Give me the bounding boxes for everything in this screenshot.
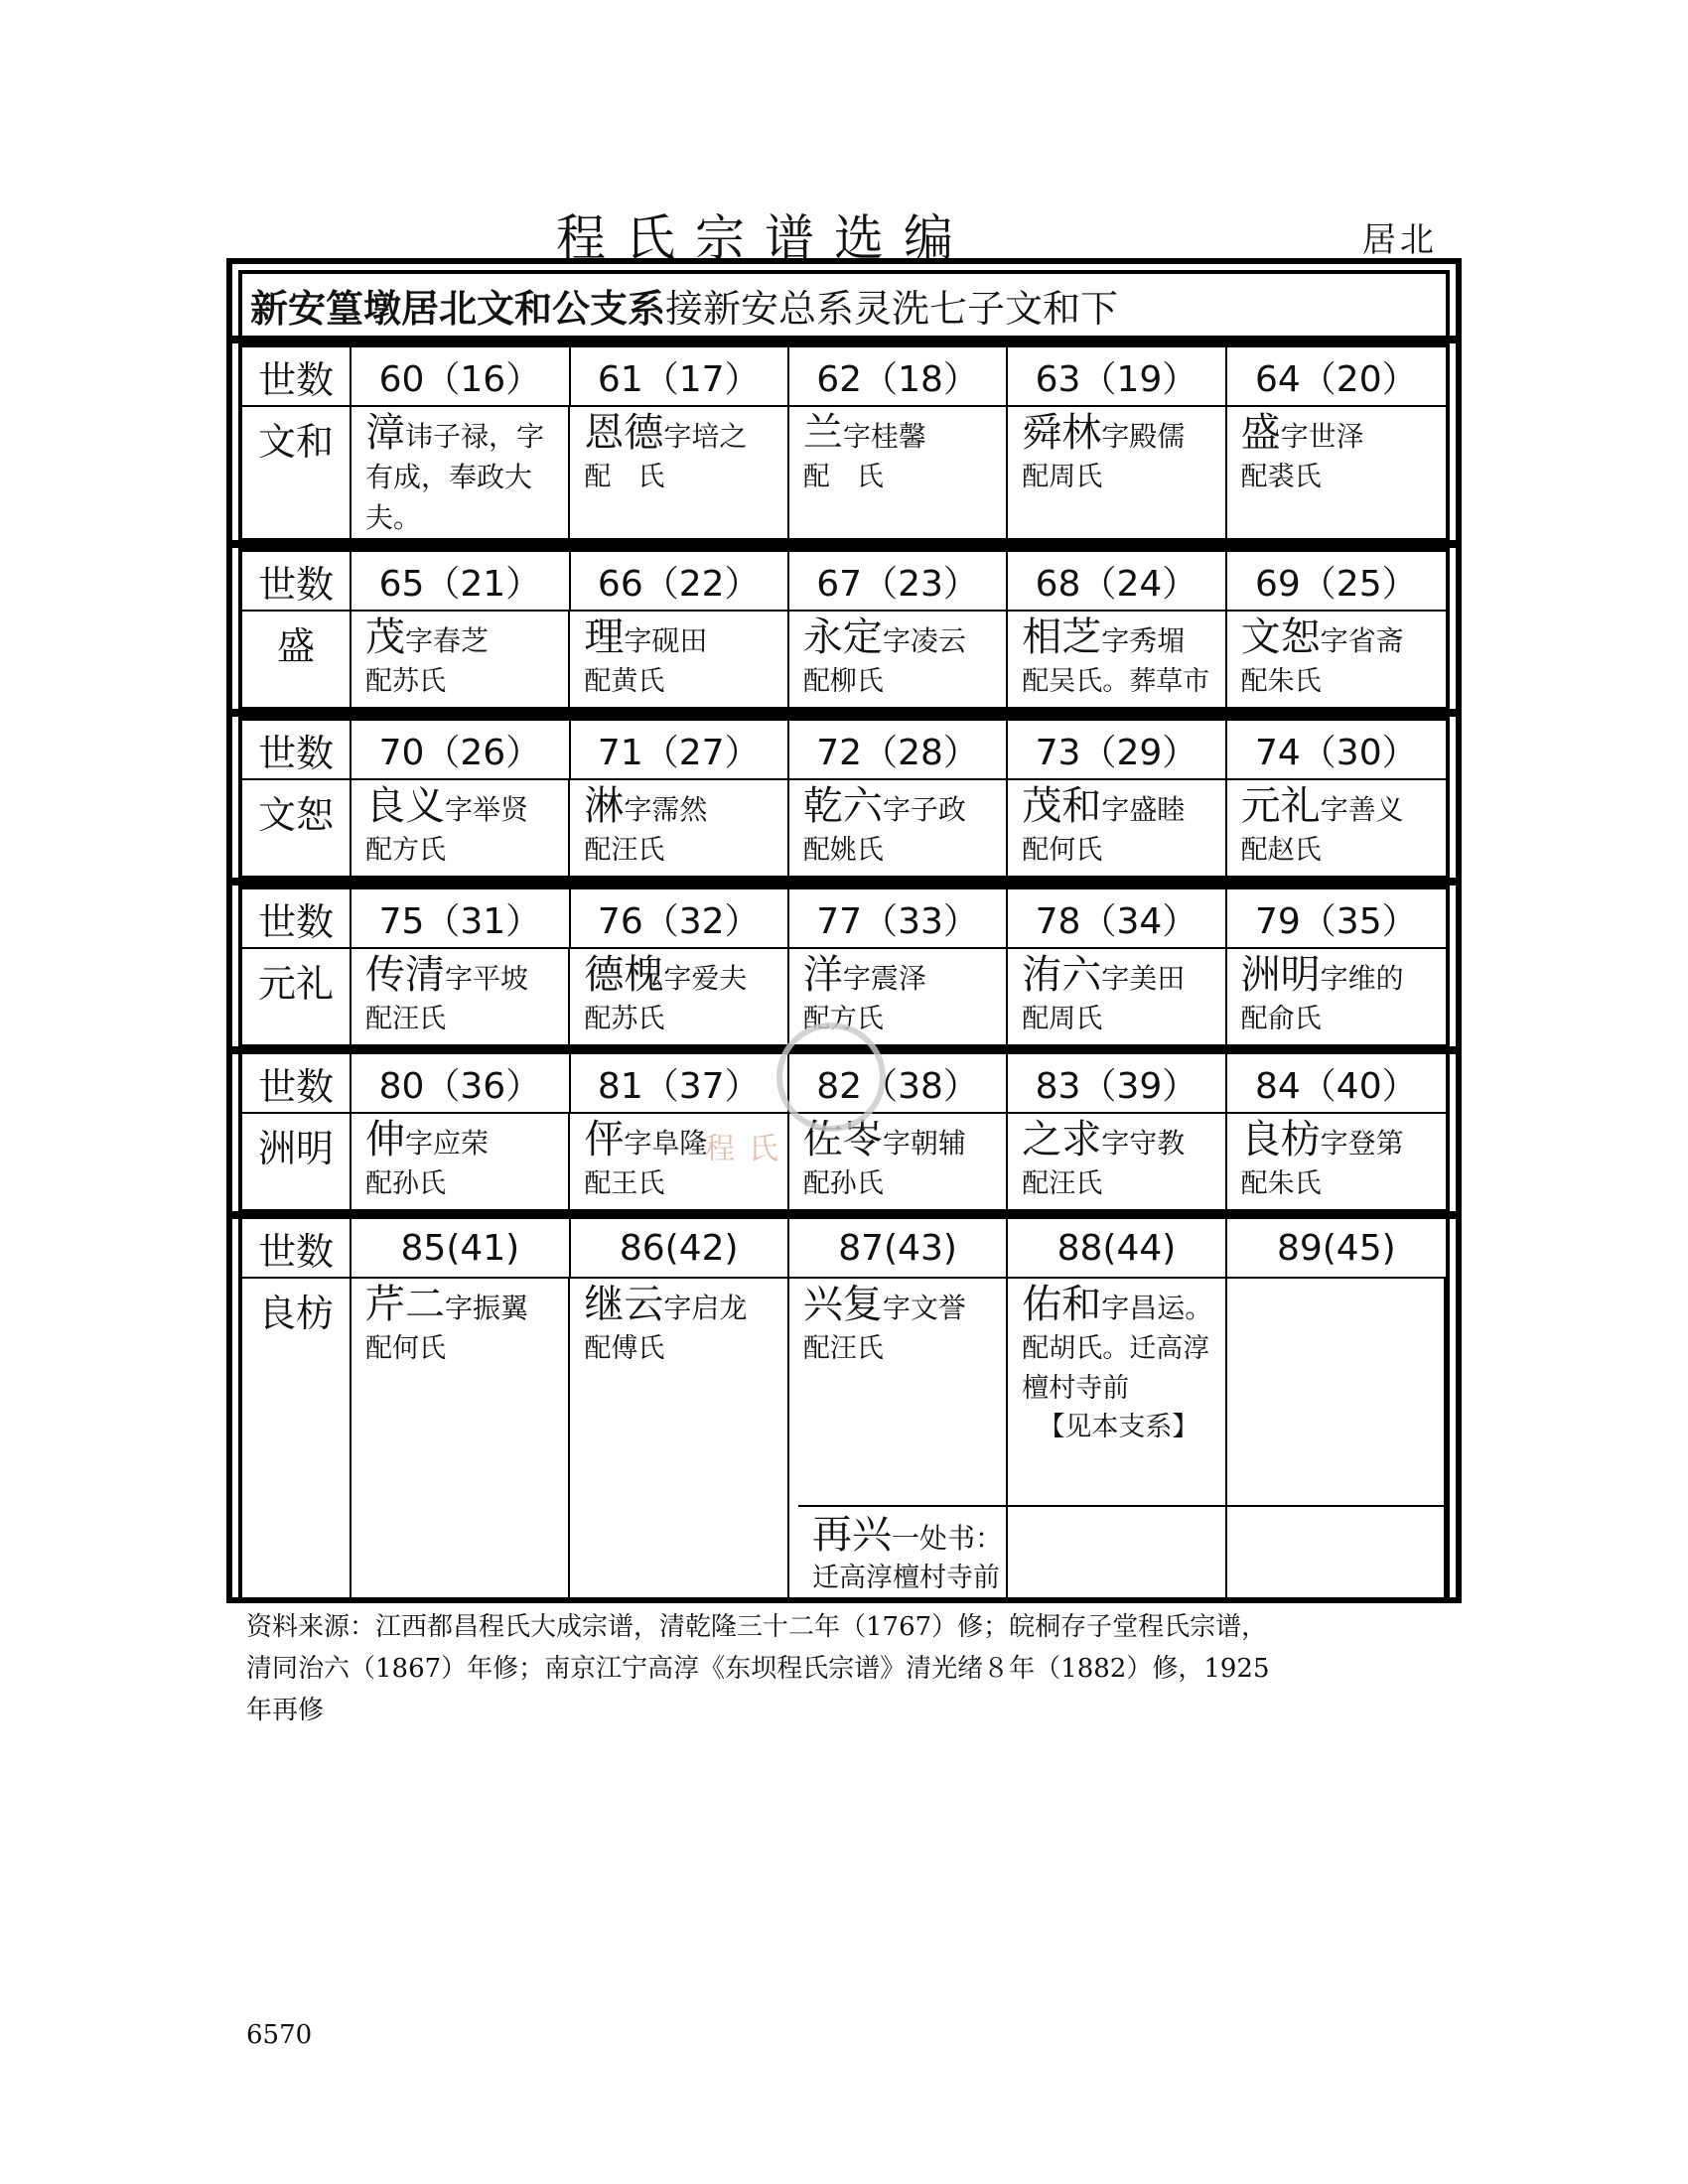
person-name: 传清 [365, 952, 445, 998]
person-cell [789, 610, 1008, 707]
generation-number: 67（23） [789, 552, 1008, 610]
watermark-text: 程氏 [705, 1132, 792, 1166]
person-row [242, 1277, 1446, 1598]
spouse-info: 配周氏 [1022, 1004, 1103, 1034]
ancestor-label: 文恕 [242, 778, 352, 876]
courtesy-name: 字美田 [1101, 962, 1186, 995]
cross-reference-note: 【见本支系】 [1038, 1412, 1199, 1442]
courtesy-name: 字平坡 [445, 962, 529, 995]
person-name: 乾六 [802, 783, 883, 829]
spouse-info: 配方氏 [802, 1004, 884, 1034]
source-note [246, 1606, 1358, 1731]
person-name: 良枋 [1240, 1117, 1321, 1162]
source-line: 年再修 [246, 1696, 325, 1725]
courtesy-name: 字守教 [1101, 1127, 1186, 1160]
person-cell [1227, 778, 1446, 876]
generation-number: 73（29） [1008, 721, 1226, 778]
courtesy-name: 字振翼 [445, 1292, 529, 1324]
person-cell [1008, 405, 1226, 538]
migration-note: 迁高淳檀村寺前 [812, 1563, 1000, 1593]
generation-number: 77（33） [789, 889, 1008, 947]
generation-number: 62（18） [789, 347, 1008, 405]
lineage-header [238, 270, 1450, 340]
courtesy-name: 字善义 [1320, 793, 1404, 826]
person-name: 永定 [802, 614, 883, 660]
person-cell [570, 610, 788, 707]
spouse-info: 配朱氏 [1240, 666, 1322, 697]
spouse-info: 配赵氏 [1240, 835, 1322, 866]
person-name: 之求 [1022, 1117, 1102, 1162]
header-connection: 接新安总系灵洗七子文和下 [665, 286, 1119, 331]
spouse-info: 配汪氏 [365, 1004, 446, 1034]
person-cell [1227, 405, 1446, 538]
person-cell [570, 778, 788, 876]
person-name: 茂 [365, 614, 405, 660]
section-divider [226, 709, 1462, 717]
seal-watermark [776, 1023, 886, 1132]
spouse-info: 配 氏 [802, 462, 884, 492]
person-cell [1008, 610, 1226, 707]
person-name: 理 [584, 614, 625, 660]
person-name: 元礼 [1240, 783, 1321, 829]
generation-label: 世数 [242, 347, 352, 405]
courtesy-name: 字举贤 [445, 793, 529, 826]
spouse-info: 配朱氏 [1240, 1168, 1322, 1199]
spouse-info: 配汪氏 [1022, 1168, 1103, 1199]
spouse-info: 配裘氏 [1240, 462, 1322, 492]
person-name: 伸 [365, 1117, 405, 1162]
section-divider [226, 540, 1462, 548]
person-name: 兰 [802, 410, 843, 456]
courtesy-name: 字殿儒 [1101, 420, 1186, 453]
source-line: 清同治六（1867）年修；南京江宁高淳《东坝程氏宗谱》清光绪８年（1882）修，1925 [246, 1654, 1270, 1684]
courtesy-name: 字世泽 [1280, 420, 1364, 453]
ancestor-label: 良枋 [242, 1277, 352, 1598]
person-row [242, 610, 1446, 707]
person-cell [570, 405, 788, 538]
courtesy-name: 字子政 [882, 793, 966, 826]
spouse-info: 配吴氏。葬草市 [1022, 666, 1210, 697]
header-branch-name: 新安篁墩居北文和公支系 [250, 285, 666, 331]
generation-number: 83（39） [1008, 1054, 1226, 1112]
branch-label: 居北 [1362, 220, 1438, 260]
courtesy-name: 字砚田 [624, 624, 708, 657]
generation-label: 世数 [242, 721, 352, 778]
person-name: 兴复 [802, 1282, 883, 1327]
courtesy-name: 字朝辅 [882, 1127, 966, 1160]
generation-label: 世数 [242, 552, 352, 610]
generation-number: 76（32） [571, 889, 789, 947]
courtesy-name: 字应荣 [405, 1127, 490, 1160]
generation-number: 82（38） [789, 1054, 1008, 1112]
generation-number: 65（21） [352, 552, 570, 610]
person-cell [1227, 610, 1446, 707]
section-divider [226, 878, 1462, 886]
generation-number: 78（34） [1008, 889, 1226, 947]
courtesy-name: 字文誉 [882, 1292, 966, 1324]
person-name: 佑和 [1022, 1282, 1102, 1327]
generation-number: 74（30） [1254, 732, 1418, 773]
generation-number: 64（20） [1254, 358, 1418, 400]
person-name: 伻 [584, 1117, 625, 1162]
spouse-info: 配 氏 [584, 462, 665, 492]
courtesy-name: 字爱夫 [663, 962, 748, 995]
ancestor-label: 洲明 [242, 1112, 352, 1209]
generation-row [242, 1219, 1446, 1279]
person-cell [352, 947, 570, 1044]
spouse-info: 配王氏 [584, 1168, 665, 1199]
person-name: 文恕 [1240, 614, 1321, 660]
person-cell [352, 405, 570, 538]
person-name: 良义 [365, 783, 445, 829]
person-cell [1008, 947, 1226, 1044]
spouse-info: 配孙氏 [365, 1168, 446, 1199]
courtesy-name: 字阜隆 [624, 1127, 708, 1160]
person-name: 洧六 [1022, 952, 1102, 998]
ancestor-label: 文和 [242, 405, 352, 538]
person-row [242, 778, 1446, 876]
spouse-info: 配姚氏 [802, 835, 884, 866]
generation-number: 72（28） [789, 721, 1008, 778]
person-cell [352, 1277, 570, 1598]
person-name: 洋 [802, 952, 843, 998]
page-title: 程氏宗谱选编 [556, 209, 973, 267]
spouse-info: 配傅氏 [584, 1333, 665, 1364]
spouse-info: 配黄氏 [584, 666, 665, 697]
generation-section [238, 548, 1450, 711]
person-name: 继云 [584, 1282, 664, 1327]
generation-row [242, 721, 1446, 780]
courtesy-name: 字昌运。 [1101, 1292, 1213, 1324]
generation-number: 86(42) [571, 1219, 789, 1277]
person-name: 淋 [584, 783, 625, 829]
generation-number: 80（36） [352, 1054, 570, 1112]
generation-number: 70（26） [352, 721, 570, 778]
generation-number: 75（31） [352, 889, 570, 947]
spouse-info: 配汪氏 [584, 835, 665, 866]
generation-number: 79（35） [1254, 900, 1418, 942]
ancestor-label: 元礼 [242, 947, 352, 1044]
person-cell [1227, 1277, 1446, 1598]
person-cell [1227, 1112, 1446, 1209]
person-name: 再兴 [812, 1512, 892, 1558]
courtesy-name: 字秀堳 [1101, 624, 1186, 657]
spouse-info: 配方氏 [365, 835, 446, 866]
courtesy-name: 讳子禄，字有成，奉政大夫。 [365, 420, 545, 534]
person-cell [570, 947, 788, 1044]
generation-number: 66（22） [571, 552, 789, 610]
person-row [242, 405, 1446, 538]
person-cell [352, 1112, 570, 1209]
courtesy-name: 字霈然 [624, 793, 708, 826]
spouse-info: 配俞氏 [1240, 1004, 1322, 1034]
person-name: 漳 [365, 410, 405, 456]
person-cell [789, 405, 1008, 538]
courtesy-name: 字凌云 [882, 624, 966, 657]
ancestor-label: 盛 [242, 610, 352, 707]
generation-number: 63（19） [1008, 347, 1226, 405]
generation-number: 61（17） [571, 347, 789, 405]
spouse-info: 配柳氏 [802, 666, 884, 697]
generation-number: 85(41) [352, 1219, 570, 1277]
spouse-info: 配苏氏 [365, 666, 446, 697]
generation-section [238, 717, 1450, 880]
generation-row [242, 889, 1446, 949]
source-line: 资料来源：江西都昌程氏大成宗谱，清乾隆三十二年（1767）修；皖桐存子堂程氏宗谱， [246, 1612, 1268, 1642]
spouse-info: 配苏氏 [584, 1004, 665, 1034]
person-cell [1008, 1112, 1226, 1209]
person-cell [798, 1507, 1019, 1597]
spouse-info: 配周氏 [1022, 462, 1103, 492]
courtesy-name: 字盛睦 [1101, 793, 1186, 826]
courtesy-name: 字培之 [663, 420, 748, 453]
generation-number: 60（16） [352, 347, 570, 405]
person-name: 恩德 [584, 410, 664, 456]
spouse-info: 配何氏 [365, 1333, 446, 1364]
courtesy-name: 字桂馨 [842, 420, 926, 453]
spouse-info: 配孙氏 [802, 1168, 884, 1199]
person-cell [1227, 947, 1446, 1044]
courtesy-name: 字启龙 [663, 1292, 748, 1324]
section-divider [226, 336, 1462, 343]
person-cell [570, 1277, 788, 1598]
courtesy-name: 一处书： [892, 1522, 1004, 1555]
courtesy-name: 字维的 [1320, 962, 1404, 995]
generation-number: 84（40） [1254, 1065, 1418, 1107]
person-name: 洲明 [1240, 952, 1321, 998]
person-cell [789, 778, 1008, 876]
spouse-info: 配胡氏。迁高淳檀村寺前 [1022, 1333, 1210, 1404]
courtesy-name: 字登第 [1320, 1127, 1404, 1160]
generation-number: 69（25） [1254, 563, 1418, 605]
generation-section [238, 343, 1450, 542]
generation-number: 89(45) [1276, 1227, 1396, 1269]
generation-label: 世数 [242, 1219, 352, 1277]
generation-row [242, 552, 1446, 612]
person-name: 德槐 [584, 952, 664, 998]
generation-number: 87(43) [789, 1219, 1008, 1277]
person-name: 相芝 [1022, 614, 1102, 660]
person-name: 佐岺 [802, 1117, 883, 1162]
person-name: 芹二 [365, 1282, 445, 1327]
courtesy-name: 字震泽 [842, 962, 926, 995]
page-number: 6570 [246, 2020, 313, 2050]
courtesy-name: 字春芝 [405, 624, 490, 657]
person-name: 盛 [1240, 410, 1281, 456]
courtesy-name: 字省斋 [1320, 624, 1404, 657]
person-cell [352, 778, 570, 876]
person-cell [1008, 778, 1226, 876]
generation-number: 71（27） [571, 721, 789, 778]
generation-number: 88(44) [1008, 1219, 1226, 1277]
person-cell [1008, 1277, 1226, 1598]
generation-number: 68（24） [1008, 552, 1226, 610]
person-name: 茂和 [1022, 783, 1102, 829]
generation-number: 81（37） [571, 1054, 789, 1112]
generation-label: 世数 [242, 1054, 352, 1112]
generation-section [238, 1215, 1450, 1602]
person-cell [352, 610, 570, 707]
spouse-info: 配汪氏 [802, 1333, 884, 1364]
spouse-info: 配何氏 [1022, 835, 1103, 866]
generation-label: 世数 [242, 889, 352, 947]
person-name: 舜林 [1022, 410, 1102, 456]
generation-row [242, 347, 1446, 407]
